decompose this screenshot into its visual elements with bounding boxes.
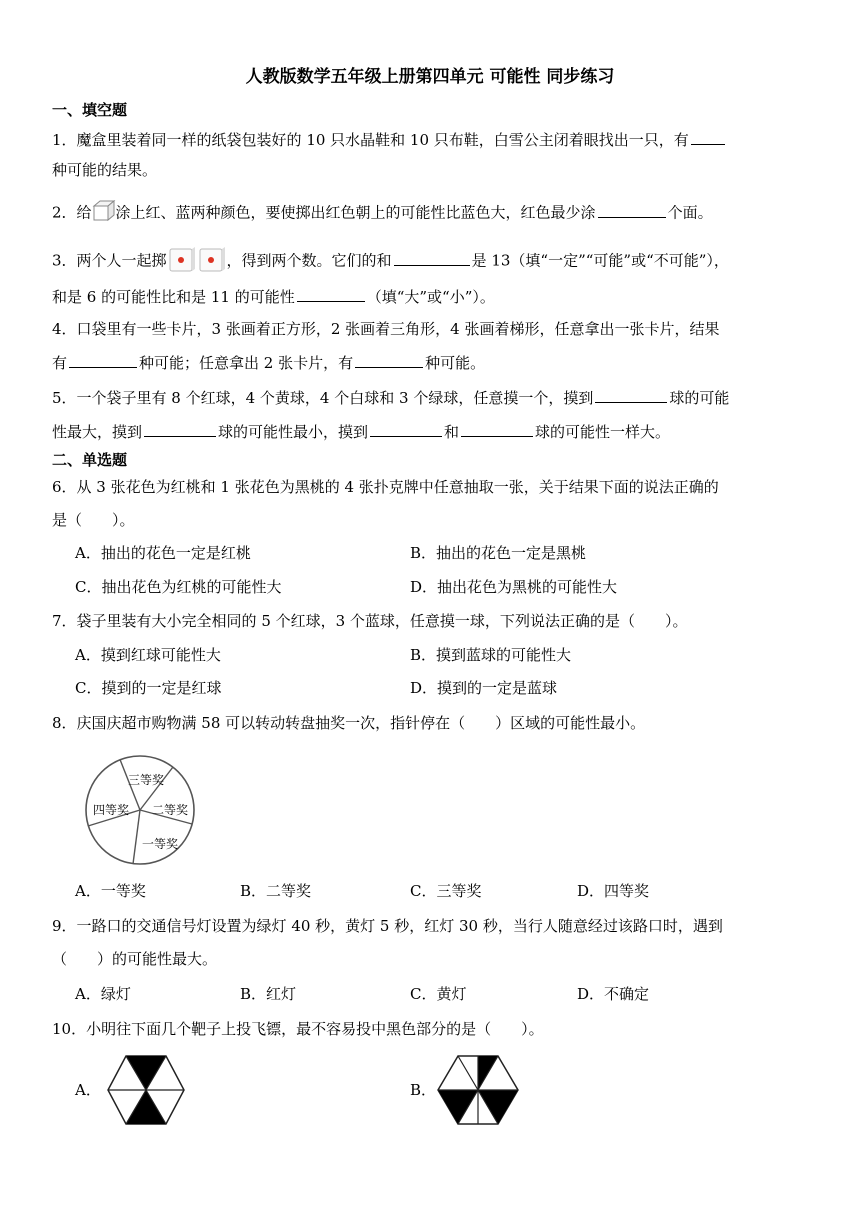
q5-blank-1[interactable] xyxy=(595,386,667,403)
q4-line-2 xyxy=(52,351,485,373)
q5-line-2 xyxy=(52,420,670,442)
q7-option-b[interactable]: B．摸到蓝球的可能性大 xyxy=(410,646,572,664)
q4-line-1 xyxy=(52,319,719,339)
q6-option-c[interactable]: C．抽出花色为红桃的可能性大 xyxy=(75,578,282,596)
q4-text-4: 种可能。 xyxy=(425,354,486,372)
q3-text-end: 是 13（填“一定”“可能”或“不可能”）， xyxy=(471,251,729,270)
q9-option-c[interactable]: C．黄灯 xyxy=(410,985,467,1003)
q9-option-d[interactable]: D．不确定 xyxy=(577,985,650,1003)
q3-blank-1[interactable] xyxy=(394,249,470,266)
q4-text-2: 有 xyxy=(52,354,68,372)
q9-line-1 xyxy=(52,916,723,936)
q4-text-3: 种可能；任意拿出 2 张卡片，有 xyxy=(139,354,354,372)
q2-text-start: 2．给 xyxy=(52,203,92,222)
q5-line-1 xyxy=(52,386,729,408)
q1-line-1 xyxy=(52,128,727,150)
q7-line-1 xyxy=(52,611,687,631)
q3-line-1 xyxy=(52,245,729,278)
q4-blank-1[interactable] xyxy=(69,351,137,368)
q2-blank[interactable] xyxy=(598,201,666,218)
q5-text-2: 球的可能 xyxy=(669,389,730,407)
q6-text-2: 是（ ）。 xyxy=(52,511,135,529)
q6-option-b[interactable]: B．抽出的花色一定是黑桃 xyxy=(410,544,587,562)
prize-wheel-figure xyxy=(80,752,200,870)
dice-icon xyxy=(197,245,227,278)
q8-option-d[interactable]: D．四等奖 xyxy=(577,882,650,900)
q1-text-end: 种可能的结果。 xyxy=(52,161,158,179)
q7-text: 7．袋子里装有大小完全相同的 5 个红球，3 个蓝球，任意摸一球，下列说法正确的是（ ）。 xyxy=(52,612,688,630)
wheel-label-first: 一等奖 xyxy=(141,837,179,851)
q6-option-d[interactable]: D．抽出花色为黑桃的可能性大 xyxy=(410,578,618,596)
q5-text-3: 性最大，摸到 xyxy=(52,423,143,441)
q1-text: 1．魔盒里装着同一样的纸袋包装好的 10 只水晶鞋和 10 只布鞋，白雪公主闭着眼找出一只，有 xyxy=(52,131,689,149)
wheel-label-second: 二等奖 xyxy=(151,803,189,817)
q3-blank-2[interactable] xyxy=(297,285,365,302)
section-choice-heading: 二、单选题 xyxy=(52,451,128,469)
q3-text-start: 3．两个人一起掷 xyxy=(52,251,167,270)
q5-blank-3[interactable] xyxy=(370,420,442,437)
q5-text: 5．一个袋子里有 8 个红球，4 个黄球，4 个白球和 3 个绿球，任意摸一个，摸到 xyxy=(52,389,594,407)
q9-text: 9．一路口的交通信号灯设置为绿灯 40 秒，黄灯 5 秒，红灯 30 秒，当行人随意经过该路口时，遇到 xyxy=(52,917,723,935)
q9-option-a[interactable]: A．绿灯 xyxy=(75,985,131,1003)
wheel-label-third: 三等奖 xyxy=(127,773,165,787)
q10-option-a[interactable]: A． xyxy=(75,1081,101,1099)
q4-blank-2[interactable] xyxy=(355,351,423,368)
page-title: 人教版数学五年级上册第四单元 可能性 同步练习 xyxy=(245,67,615,87)
q8-option-c[interactable]: C．三等奖 xyxy=(410,882,482,900)
q8-line-1 xyxy=(52,713,645,733)
q5-blank-2[interactable] xyxy=(144,420,216,437)
q3-line-2 xyxy=(52,285,495,307)
q8-option-b[interactable]: B．二等奖 xyxy=(240,882,312,900)
q7-option-d[interactable]: D．摸到的一定是蓝球 xyxy=(410,679,558,697)
q6-text: 6．从 3 张花色为红桃和 1 张花色为黑桃的 4 张扑克牌中任意抽取一张，关于结果下面的说法正确的 xyxy=(52,478,719,496)
q9-text-2: （ ）的可能性最大。 xyxy=(52,950,218,968)
q1-line-2 xyxy=(52,160,157,180)
q5-text-6: 球的可能性一样大。 xyxy=(535,423,671,441)
q7-option-a[interactable]: A．摸到红球可能性大 xyxy=(75,646,221,664)
q2-text-end: 个面。 xyxy=(667,203,713,222)
cube-icon xyxy=(92,200,116,227)
target-a-hexagon[interactable] xyxy=(106,1054,186,1126)
q9-line-2 xyxy=(52,949,217,969)
dice-icon xyxy=(167,245,197,278)
q8-text: 8．庆国庆超市购物满 58 可以转动转盘抽奖一次，指针停在（ ）区域的可能性最小。 xyxy=(52,714,646,732)
q7-option-c[interactable]: C．摸到的一定是红球 xyxy=(75,679,222,697)
q5-text-5: 和 xyxy=(444,423,460,441)
q3-text-2: 和是 6 的可能性比和是 11 的可能性 xyxy=(52,288,295,306)
q2-text-mid: 涂上红、蓝两种颜色，要使掷出红色朝上的可能性比蓝色大，红色最少涂 xyxy=(115,203,596,222)
q10-text: 10．小明往下面几个靶子上投飞镖，最不容易投中黑色部分的是（ ）。 xyxy=(52,1020,544,1038)
q8-option-a[interactable]: A．一等奖 xyxy=(75,882,146,900)
q6-option-a[interactable]: A．抽出的花色一定是红桃 xyxy=(75,544,251,562)
q5-blank-4[interactable] xyxy=(461,420,533,437)
wheel-label-fourth: 四等奖 xyxy=(92,803,130,817)
section-fill-heading: 一、填空题 xyxy=(52,101,128,119)
q2-line xyxy=(52,200,713,227)
q10-option-b[interactable]: B． xyxy=(410,1081,437,1099)
q3-text-mid: ，得到两个数。它们的和 xyxy=(226,251,392,270)
q1-blank[interactable] xyxy=(691,128,725,145)
target-b-hexagon[interactable] xyxy=(436,1054,520,1126)
q6-line-2 xyxy=(52,510,135,530)
q6-line-1 xyxy=(52,477,719,497)
q10-line-1 xyxy=(52,1019,544,1039)
q4-text: 4．口袋里有一些卡片，3 张画着正方形，2 张画着三角形，4 张画着梯形，任意拿出一张卡片，结果 xyxy=(52,320,720,338)
q3-text-3: （填“大”或“小”）。 xyxy=(366,288,495,306)
q5-text-4: 球的可能性最小，摸到 xyxy=(218,423,369,441)
q9-option-b[interactable]: B．红灯 xyxy=(240,985,297,1003)
